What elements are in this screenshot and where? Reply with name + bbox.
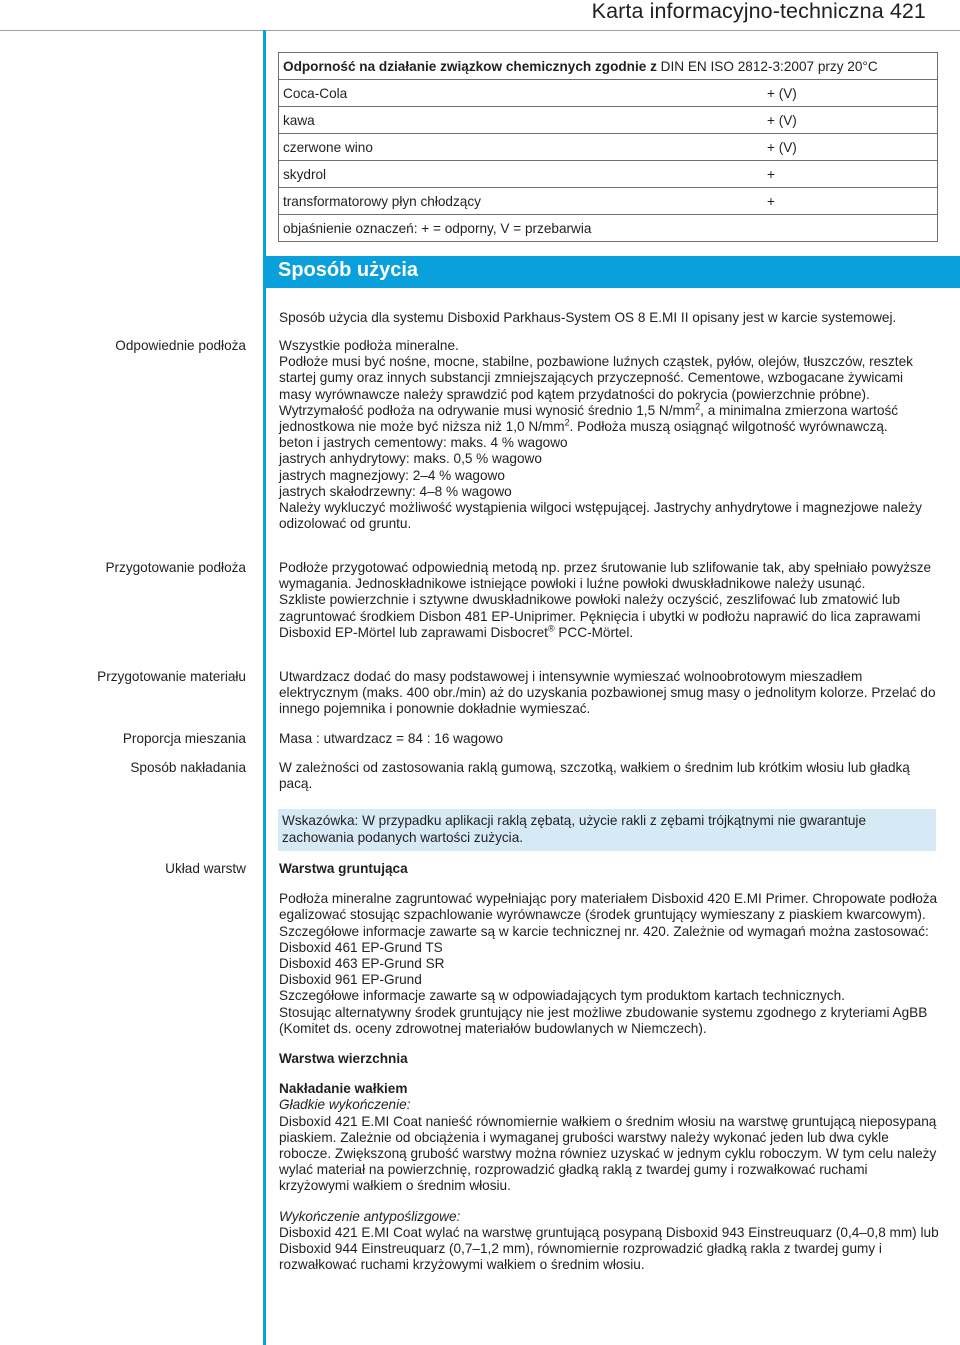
table-row — [279, 161, 938, 188]
chemical-value: + — [755, 188, 938, 215]
primer-p2: Szczegółowe informacje zawarte są w odpowiadających tym produktom kartach technicznych. — [279, 988, 845, 1004]
moisture-item: beton i jastrych cementowy: maks. 4 % wagowo — [279, 435, 568, 451]
substrates-line1: Wszystkie podłoża mineralne. — [279, 338, 459, 353]
roller-title: Nakładanie wałkiem — [279, 1081, 408, 1097]
label-mixing: Proporcja mieszania — [122, 731, 246, 746]
moisture-item: jastrych magnezjowy: 2–4 % wagowo — [279, 467, 505, 483]
label-layers: Układ warstw — [165, 861, 246, 876]
chemical-name: skydrol — [279, 161, 756, 188]
table-legend: objaśnienie oznaczeń: + = odporny, V = przebarwia — [283, 220, 592, 236]
chemical-value: + (V) — [755, 134, 938, 161]
chemical-value: + — [755, 161, 938, 188]
primer-product: Disboxid 961 EP-Grund — [279, 972, 422, 988]
table-row — [279, 80, 938, 107]
chemical-name: kawa — [279, 107, 756, 134]
substrates-requirements: Podłoże musi być nośne, mocne, stabilne, pozbawione luźnych cząstek, pyłów, olejów, tłuszczów, resztek startej gumy oraz innych substancji zmniejszających przyczepność. Cementowe, wzbogacane żywicami masy wyrównawcze należy sprawdzić pod kątem przydatności do pokrycia (powierzchnie próbne). Wytrzymałość podłoża na odrywanie musi wynosić średnio 1,5 $N/mm^2$, a minimalna zmierzona wartość jednostkowa nie może być niższa niż 1,0 $N/mm^2$. Podłoża muszą osiągnąć wilgotność wyrównawczą. — [279, 354, 913, 435]
substrate-prep-block — [279, 560, 939, 641]
application-text: W zależności od zastosowania raklą gumową, szczotką, wałkiem o średnim lub krótkim włosiu lub gładką pacą. — [279, 760, 910, 792]
intro-text: Sposób użycia dla systemu Disboxid Parkhaus-System OS 8 E.MI II opisany jest w karcie systemowej. — [279, 310, 897, 325]
substrates-end: Należy wykluczyć możliwość wystąpienia wilgoci wstępującej. Jastrychy anhydrytowe i magnezjowe należy odizolować od gruntu. — [279, 500, 922, 532]
document-title: Karta informacyjno-techniczna 421 — [591, 0, 926, 23]
mixing-text: Masa : utwardzacz = 84 : 16 wagowo — [279, 731, 504, 746]
table-row — [279, 107, 938, 134]
table-title: Odporność na działanie związkow chemicznych zgodnie z — [283, 58, 657, 74]
column-divider — [263, 30, 266, 1345]
smooth-finish-title: Gładkie wykończenie: — [279, 1097, 411, 1113]
primer-p3: Stosując alternatywny środek gruntujący nie jest możliwe zbudowanie systemu zgodnego z kryteriami AgBB (Komitet ds. oceny zdrowotnej materiałów budowlanych w Niemczech). — [279, 1004, 928, 1036]
chemical-name: transformatorowy płyn chłodzący — [279, 188, 756, 215]
substrate-prep-p2: Szkliste powierzchnie i sztywne dwuskładnikowe powłoki należy oczyścić, zeszlifować lub zmatowić lub zagruntować środkiem Disbon 481 EP-Uniprimer. Pęknięcia i ubytki w podłożu naprawić do lica zaprawami Disboxid EP-Mörtel lub zaprawami Disbocret® PCC-Mörtel. — [279, 592, 921, 640]
chemical-value: + (V) — [755, 107, 938, 134]
chemical-value: + (V) — [755, 80, 938, 107]
header-rule — [0, 30, 960, 31]
chemical-name: czerwone wino — [279, 134, 756, 161]
table-row — [279, 134, 938, 161]
top-layer-title: Warstwa wierzchnia — [279, 1051, 408, 1067]
table-header-row — [279, 53, 938, 80]
primer-p1: Podłoża mineralne zagruntować wypełniając pory materiałem Disboxid 420 E.MI Primer. Chropowate podłoża egalizować stosując szpachlowanie wyrównawcze (środek gruntujący wymieszany z piaskiem kwarcowym). Szczegółowe informacje zawarte są w karcie technicznej nr. 420. Zależnie od wymagań można zastosować: — [279, 891, 938, 939]
moisture-item: jastrych skałodrzewny: 4–8 % wagowo — [279, 483, 512, 499]
label-substrate-prep: Przygotowanie podłoża — [105, 560, 246, 575]
label-material-prep: Przygotowanie materiału — [97, 669, 246, 684]
label-substrates: Odpowiednie podłoża — [115, 338, 246, 353]
substrate-prep-p1: Podłoże przygotować odpowiednią metodą np. przez śrutowanie lub szlifowanie tak, aby spełniało powyższe wymagania. Jednoskładnikowe istniejące powłoki i luźne powłoki dwuskładnikowe należy usunąć. — [279, 560, 932, 592]
section-title: Sposób użycia — [278, 259, 419, 281]
table-title-norm: DIN EN ISO 2812-3:2007 przy 20°C — [656, 58, 878, 74]
label-application: Sposób nakładania — [130, 760, 246, 775]
chemical-name: Coca-Cola — [279, 80, 756, 107]
substrates-block — [279, 338, 939, 532]
smooth-finish-text: Disboxid 421 E.MI Coat nanieść równomiernie wałkiem o średnim włosiu na warstwę gruntującą nieposypaną piaskiem. Zależnie od obciążenia i wymaganej grubości warstwy należy wykonać jeden lub dwa cykle robocze. Zwiększoną grubość warstwy można równiez uzyskać w jednym cyklu roboczym. W tym celu należy wylać materiał na powierzchnię, rozprowadzić gładką raklą z twardej gumy i rozwałkować ruchami krzyżowymi wałkiem o średnim włosiu. — [279, 1113, 937, 1194]
layers-block — [279, 861, 939, 1273]
material-prep-text: Utwardzacz dodać do masy podstawowej i intensywnie wymieszać wolnoobrotowym mieszadłem elektrycznym (maks. 400 obr./min) aż do uzyskania pozbawionej smug masy o jednolitym kolorze. Przelać do innego pojemnika i ponownie dokładnie wymieszać. — [279, 669, 936, 717]
antislip-text: Disboxid 421 E.MI Coat wylać na warstwę gruntującą posypaną Disboxid 943 Einstreuquarz (0,4–0,8 mm) lub Disboxid 944 Einstreuquarz (0,7–1,2 mm), równomiernie rozprowadzić gładką rakla z twardej gumy i rozwałkować ruchami krzyżowymi wałkiem o średnim włosiu. — [279, 1224, 939, 1273]
antislip-title: Wykończenie antypoślizgowe: — [279, 1208, 461, 1224]
table-row — [279, 188, 938, 215]
moisture-item: jastrych anhydrytowy: maks. 0,5 % wagowo — [279, 451, 542, 467]
table-legend-row — [279, 215, 938, 242]
registered-mark: ® — [547, 623, 555, 634]
primer-product: Disboxid 461 EP-Grund TS — [279, 939, 443, 955]
primer-title: Warstwa gruntująca — [279, 861, 408, 876]
primer-product: Disboxid 463 EP-Grund SR — [279, 956, 445, 972]
chemical-resistance-table — [278, 52, 938, 242]
note-box: Wskazówka: W przypadku aplikacji raklą zębatą, użycie rakli z zębami trójkątnymi nie gwarantuje zachowania podanych wartości zużycia. — [278, 809, 936, 851]
